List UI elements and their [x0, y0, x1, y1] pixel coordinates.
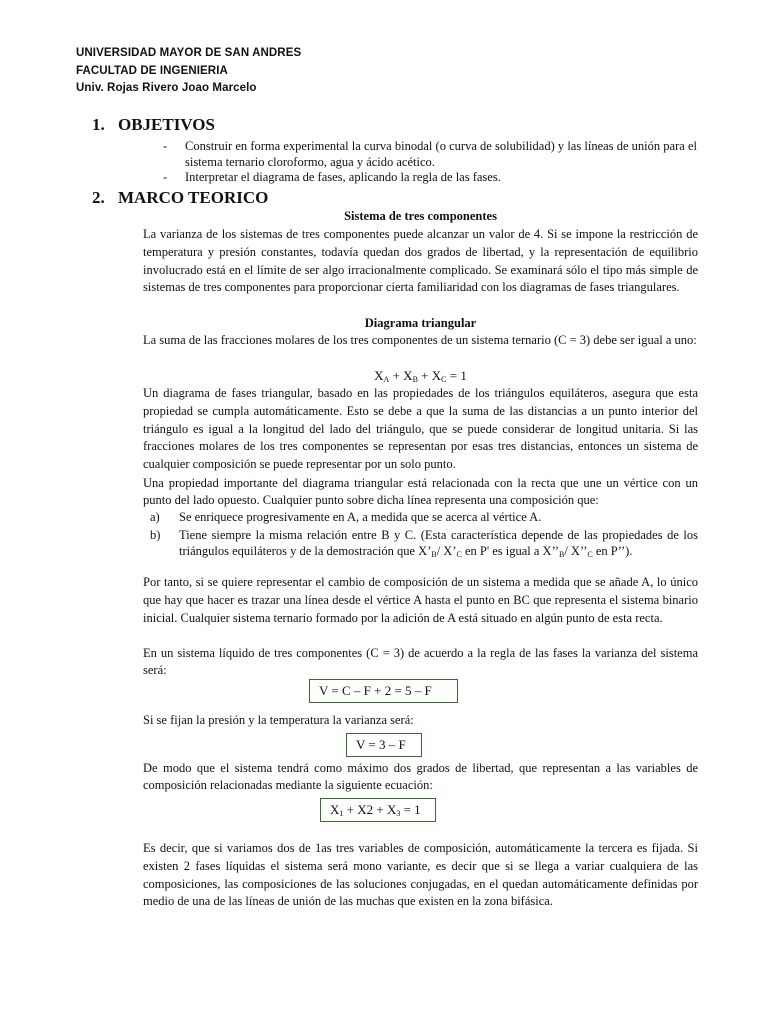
equation-box-composition: $X_1 + X2 + X_3 = 1$ — [320, 798, 436, 822]
paragraph-presion-temperatura: Si se fijan la presión y la temperatura la varianza será: — [143, 713, 414, 727]
section-1-number: 1. — [92, 115, 105, 134]
list-item: b) Tiene siempre la misma relación entre B y C. (Esta característica depende de las propiedades de los triángulos equiláteros y de la demostración que $X’_B/$ $X’_C$ en P' es igual a $X’’_B/$ $X’’_C$ en P’’). — [150, 527, 698, 559]
section-1-title: OBJETIVOS — [118, 115, 215, 134]
section-1-heading — [92, 115, 215, 135]
paragraph-suma-fracciones: La suma de las fracciones molares de los tres componentes de un sistema ternario (C = 3) debe ser igual a uno: — [143, 333, 697, 347]
paragraph-es-decir: Es decir, que si variamos dos de 1as tres variables de composición, automáticamente la tercera es fijada. Si existen 2 fases líquidas el sistema será mono variante, es decir que si se llega a variar cualquiera de las composiciones, las composiciones de las soluciones conjugadas, en el quedan automáticamente definidas por medio de una de las líneas de unión de las muchas que existen en la zona bifásica. — [143, 841, 698, 909]
objectives-list — [163, 139, 697, 186]
subtitle-tres-componentes: Sistema de tres componentes — [344, 209, 497, 223]
bullet-marker: - — [163, 139, 168, 153]
author-name: Univ. Rojas Rivero Joao Marcelo — [76, 82, 257, 94]
list-item: a) Se enriquece progresivamente en A, a medida que se acerca al vértice A. — [150, 510, 542, 524]
equation-molar-fractions: $X_A + X_B + X_C = 1$ — [374, 368, 467, 384]
equation-box-varianza: V = C – F + 2 = 5 – F — [309, 679, 458, 703]
bullet-marker: - — [163, 170, 168, 184]
subtitle-diagrama-triangular: Diagrama triangular — [364, 316, 477, 330]
paragraph-propiedad-importante: Una propiedad importante del diagrama triangular está relacionada con la recta que une un vértice con un punto del lado opuesto. Cualquier punto sobre dicha línea representa una composición que: — [143, 476, 698, 507]
section-2-number: 2. — [92, 188, 105, 207]
faculty-name: FACULTAD DE INGENIERIA — [76, 65, 228, 77]
section-2-heading — [92, 188, 268, 208]
university-name: UNIVERSIDAD MAYOR DE SAN ANDRES — [76, 47, 302, 59]
paragraph-varianza: La varianza de los sistemas de tres componentes puede alcanzar un valor de 4. Si se impone la restricción de temperatura y presión constantes, todavía quedan dos grados de libertad, y la representación de equilibrio involucrado está en el límite de ser algo irracionalmente complicado. Se examinará sólo el tipo más simple de sistemas de tres componentes para proporcionar cierta familiaridad con los diagramas de fases triangulares. — [143, 227, 698, 295]
equation-box-v3f: V = 3 – F — [346, 733, 422, 757]
composition-list — [150, 510, 698, 561]
section-2-title: MARCO TEORICO — [118, 188, 269, 207]
paragraph-grados-libertad: De modo que el sistema tendrá como máximo dos grados de libertad, que representan a las variables de composición relacionadas mediante la siguiente ecuación: — [143, 761, 698, 792]
paragraph-sistema-liquido: En un sistema líquido de tres componentes (C = 3) de acuerdo a la regla de las fases la varianza del sistema será: — [143, 646, 698, 677]
paragraph-por-tanto: Por tanto, si se quiere representar el cambio de composición de un sistema a medida que se añade A, lo único que hay que hacer es trazar una línea desde el vértice A hasta el punto en BC que representa el sistema binario inicial. Cualquier sistema ternario formado por la adición de A está situado en algún punto de esta recta. — [143, 575, 698, 625]
objective-item: - Interpretar el diagrama de fases, aplicando la regla de las fases. — [163, 170, 501, 184]
objective-item: - Construir en forma experimental la curva binodal (o curva de solubilidad) y las líneas de unión para el sistema ternario cloroformo, agua y ácido acético. — [163, 139, 697, 169]
paragraph-diagrama-fases: Un diagrama de fases triangular, basado en las propiedades de los triángulos equiláteros, asegura que esta propiedad se cumpla automáticamente. Esto se debe a que la suma de las distancias a un punto interior del triángulo es igual a la longitud del lado del triángulo, que se puede considerar de longitud unitaria. Si las fracciones molares de los tres componentes se representan por esas tres distancias, entonces un sistema de cualquier composición se puede representar por un solo punto. — [143, 386, 698, 472]
